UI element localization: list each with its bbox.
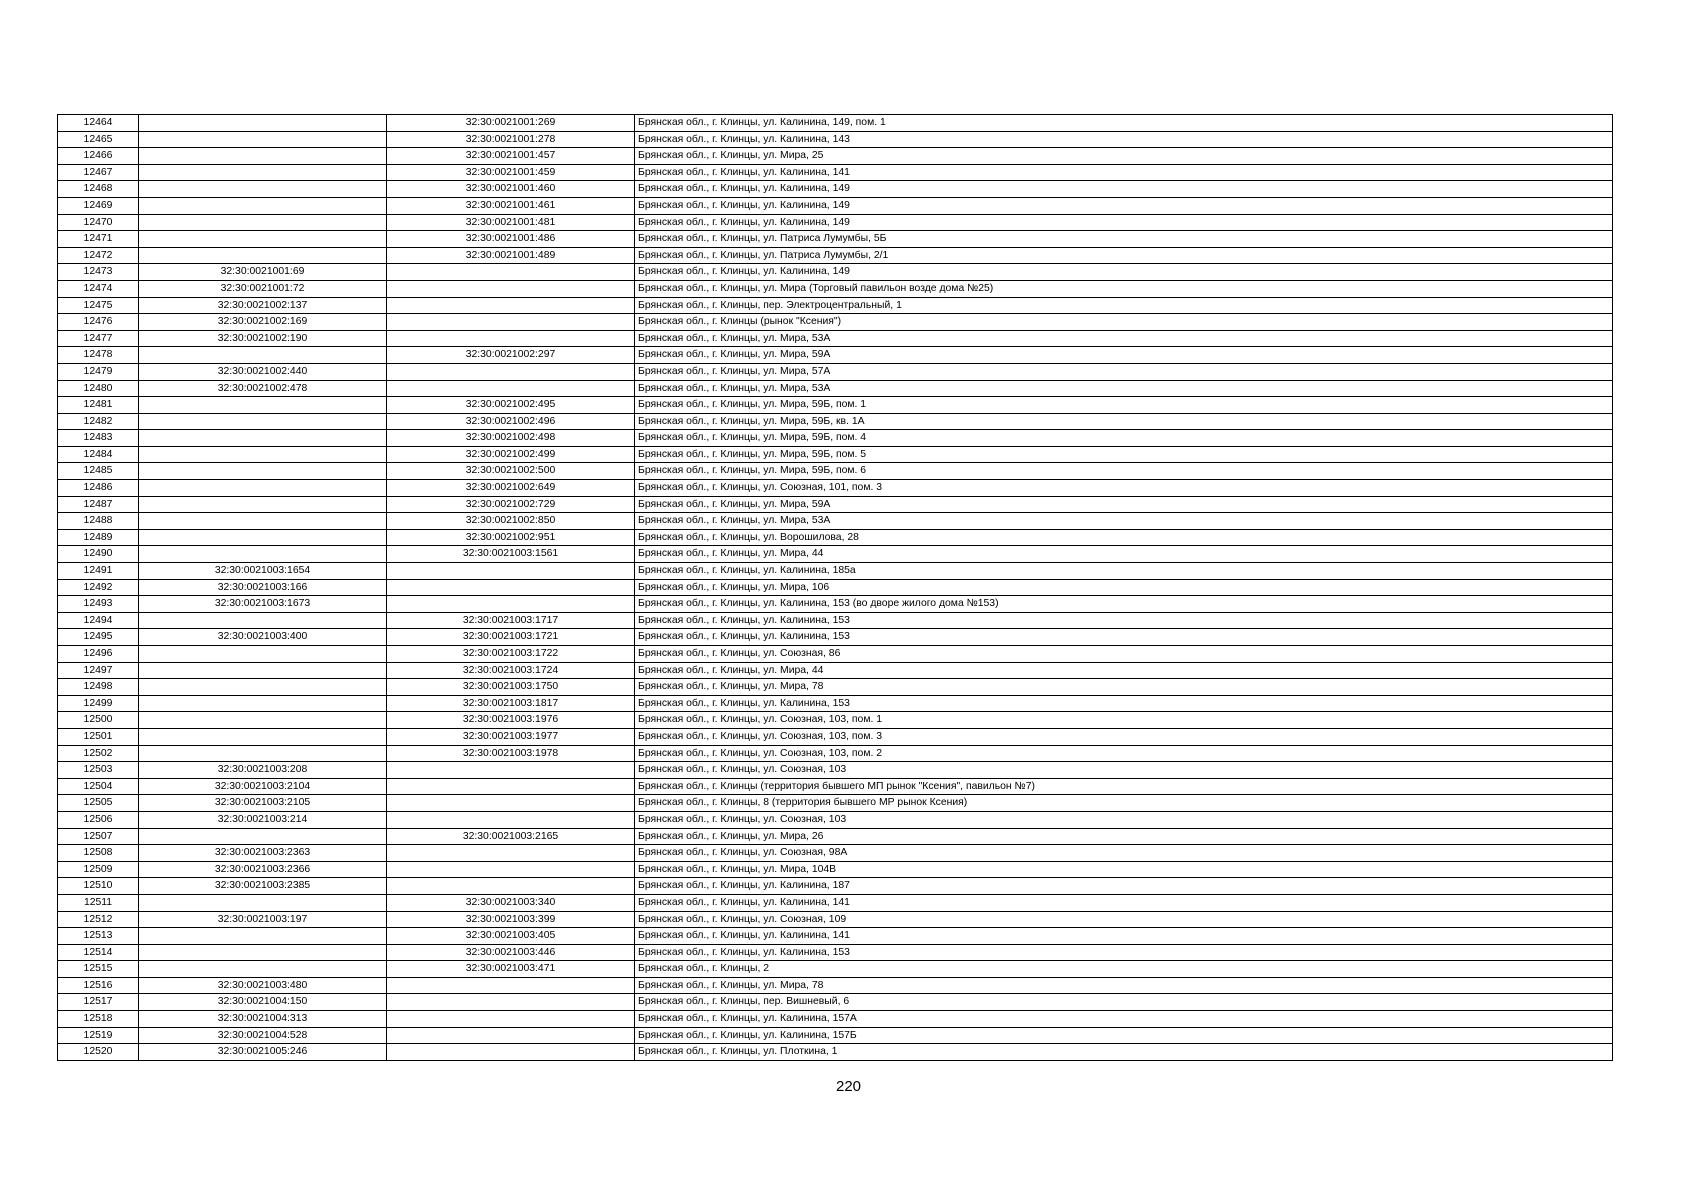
cadastral-number-land-cell — [139, 894, 387, 911]
cadastral-number-land-cell — [139, 828, 387, 845]
cadastral-number-building-cell: 32:30:0021003:2165 — [387, 828, 635, 845]
row-number-cell: 12495 — [58, 629, 139, 646]
row-number-cell: 12514 — [58, 944, 139, 961]
cadastral-number-land-cell: 32:30:0021003:400 — [139, 629, 387, 646]
row-number-cell: 12480 — [58, 380, 139, 397]
cadastral-number-building-cell — [387, 1027, 635, 1044]
table-row — [58, 446, 1613, 463]
cadastral-number-land-cell — [139, 961, 387, 978]
cadastral-number-land-cell: 32:30:0021005:246 — [139, 1044, 387, 1061]
cadastral-number-land-cell — [139, 463, 387, 480]
row-number-cell: 12479 — [58, 363, 139, 380]
address-cell: Брянская обл., г. Клинцы, ул. Мира, 104В — [635, 861, 1613, 878]
row-number-cell: 12512 — [58, 911, 139, 928]
cadastral-number-building-cell — [387, 596, 635, 613]
cadastral-number-building-cell: 32:30:0021003:1977 — [387, 728, 635, 745]
address-cell: Брянская обл., г. Клинцы, 8 (территория бывшего МР рынок Ксения) — [635, 795, 1613, 812]
cadastral-number-building-cell: 32:30:0021003:1721 — [387, 629, 635, 646]
address-cell: Брянская обл., г. Клинцы, ул. Мира, 78 — [635, 977, 1613, 994]
cadastral-number-building-cell: 32:30:0021003:1976 — [387, 712, 635, 729]
table-row — [58, 1044, 1613, 1061]
cadastral-number-building-cell: 32:30:0021002:495 — [387, 397, 635, 414]
address-cell: Брянская обл., г. Клинцы (рынок "Ксения") — [635, 314, 1613, 331]
table-row — [58, 778, 1613, 795]
cadastral-number-building-cell: 32:30:0021001:269 — [387, 115, 635, 132]
address-cell: Брянская обл., г. Клинцы, ул. Калинина, 185а — [635, 563, 1613, 580]
cadastral-number-land-cell: 32:30:0021003:2105 — [139, 795, 387, 812]
cadastral-number-building-cell — [387, 264, 635, 281]
address-cell: Брянская обл., г. Клинцы, ул. Калинина, 141 — [635, 164, 1613, 181]
table-row — [58, 430, 1613, 447]
cadastral-number-building-cell: 32:30:0021001:457 — [387, 148, 635, 165]
cadastral-number-land-cell — [139, 131, 387, 148]
address-cell: Брянская обл., г. Клинцы, ул. Калинина, 157Б — [635, 1027, 1613, 1044]
cadastral-number-land-cell — [139, 397, 387, 414]
table-row — [58, 712, 1613, 729]
row-number-cell: 12508 — [58, 845, 139, 862]
cadastral-number-land-cell: 32:30:0021003:2104 — [139, 778, 387, 795]
row-number-cell: 12490 — [58, 546, 139, 563]
cadastral-number-building-cell: 32:30:0021003:471 — [387, 961, 635, 978]
cadastral-number-land-cell: 32:30:0021004:528 — [139, 1027, 387, 1044]
address-cell: Брянская обл., г. Клинцы, ул. Калинина, 141 — [635, 928, 1613, 945]
cadastral-number-land-cell — [139, 662, 387, 679]
table-row — [58, 612, 1613, 629]
cadastral-number-land-cell — [139, 944, 387, 961]
cadastral-number-building-cell — [387, 778, 635, 795]
row-number-cell: 12477 — [58, 330, 139, 347]
row-number-cell: 12511 — [58, 894, 139, 911]
cadastral-number-building-cell: 32:30:0021003:1817 — [387, 695, 635, 712]
cadastral-number-building-cell — [387, 795, 635, 812]
table-row — [58, 629, 1613, 646]
address-cell: Брянская обл., г. Клинцы, ул. Мира, 59Б, пом. 1 — [635, 397, 1613, 414]
cadastral-number-building-cell: 32:30:0021001:481 — [387, 214, 635, 231]
table-row — [58, 413, 1613, 430]
cadastral-number-building-cell — [387, 297, 635, 314]
address-cell: Брянская обл., г. Клинцы, ул. Мира, 44 — [635, 662, 1613, 679]
table-row — [58, 745, 1613, 762]
cadastral-number-building-cell: 32:30:0021003:399 — [387, 911, 635, 928]
address-cell: Брянская обл., г. Клинцы, ул. Союзная, 103 — [635, 811, 1613, 828]
address-cell: Брянская обл., г. Клинцы, ул. Калинина, 149 — [635, 214, 1613, 231]
row-number-cell: 12494 — [58, 612, 139, 629]
row-number-cell: 12467 — [58, 164, 139, 181]
row-number-cell: 12484 — [58, 446, 139, 463]
cadastral-number-building-cell: 32:30:0021001:461 — [387, 197, 635, 214]
row-number-cell: 12502 — [58, 745, 139, 762]
table-row — [58, 181, 1613, 198]
address-cell: Брянская обл., г. Клинцы, пер. Вишневый, 6 — [635, 994, 1613, 1011]
cadastral-number-building-cell: 32:30:0021003:1717 — [387, 612, 635, 629]
cadastral-number-building-cell — [387, 1044, 635, 1061]
cadastral-number-building-cell — [387, 280, 635, 297]
table-row — [58, 762, 1613, 779]
address-cell: Брянская обл., г. Клинцы, ул. Калинина, 153 — [635, 944, 1613, 961]
cadastral-number-land-cell — [139, 197, 387, 214]
cadastral-number-building-cell: 32:30:0021002:297 — [387, 347, 635, 364]
table-row — [58, 662, 1613, 679]
address-cell: Брянская обл., г. Клинцы, ул. Союзная, 103 — [635, 762, 1613, 779]
table-row — [58, 1027, 1613, 1044]
row-number-cell: 12519 — [58, 1027, 139, 1044]
row-number-cell: 12496 — [58, 646, 139, 663]
cadastral-number-building-cell: 32:30:0021001:278 — [387, 131, 635, 148]
address-cell: Брянская обл., г. Клинцы, ул. Калинина, 187 — [635, 878, 1613, 895]
address-cell: Брянская обл., г. Клинцы, ул. Калинина, 153 — [635, 629, 1613, 646]
row-number-cell: 12475 — [58, 297, 139, 314]
cadastral-number-land-cell — [139, 928, 387, 945]
address-cell: Брянская обл., г. Клинцы, ул. Мира, 78 — [635, 679, 1613, 696]
row-number-cell: 12486 — [58, 480, 139, 497]
cadastral-number-land-cell — [139, 679, 387, 696]
address-cell: Брянская обл., г. Клинцы, ул. Мира, 57А — [635, 363, 1613, 380]
address-cell: Брянская обл., г. Клинцы, ул. Калинина, 153 — [635, 695, 1613, 712]
address-cell: Брянская обл., г. Клинцы, ул. Мира, 53А — [635, 380, 1613, 397]
row-number-cell: 12476 — [58, 314, 139, 331]
row-number-cell: 12487 — [58, 496, 139, 513]
address-cell: Брянская обл., г. Клинцы, ул. Союзная, 103, пом. 3 — [635, 728, 1613, 745]
cadastral-number-building-cell: 32:30:0021003:1724 — [387, 662, 635, 679]
address-cell: Брянская обл., г. Клинцы, ул. Патриса Лумумбы, 5Б — [635, 231, 1613, 248]
row-number-cell: 12470 — [58, 214, 139, 231]
cadastral-number-land-cell: 32:30:0021003:166 — [139, 579, 387, 596]
cadastral-number-building-cell — [387, 1011, 635, 1028]
cadastral-number-land-cell: 32:30:0021004:313 — [139, 1011, 387, 1028]
row-number-cell: 12491 — [58, 563, 139, 580]
row-number-cell: 12482 — [58, 413, 139, 430]
address-cell: Брянская обл., г. Клинцы, ул. Калинина, 157А — [635, 1011, 1613, 1028]
cadastral-number-building-cell: 32:30:0021002:850 — [387, 513, 635, 530]
row-number-cell: 12505 — [58, 795, 139, 812]
address-cell: Брянская обл., г. Клинцы, ул. Плоткина, 1 — [635, 1044, 1613, 1061]
row-number-cell: 12483 — [58, 430, 139, 447]
cadastral-number-land-cell — [139, 413, 387, 430]
row-number-cell: 12501 — [58, 728, 139, 745]
row-number-cell: 12473 — [58, 264, 139, 281]
cadastral-number-land-cell: 32:30:0021002:478 — [139, 380, 387, 397]
cadastral-number-building-cell — [387, 314, 635, 331]
address-cell: Брянская обл., г. Клинцы, ул. Ворошилова, 28 — [635, 529, 1613, 546]
row-number-cell: 12485 — [58, 463, 139, 480]
cadastral-number-land-cell — [139, 646, 387, 663]
table-row — [58, 928, 1613, 945]
cadastral-number-land-cell — [139, 480, 387, 497]
table-row — [58, 944, 1613, 961]
address-cell: Брянская обл., г. Клинцы, ул. Калинина, 149 — [635, 181, 1613, 198]
table-row — [58, 463, 1613, 480]
cadastral-number-building-cell: 32:30:0021001:460 — [387, 181, 635, 198]
cadastral-number-building-cell: 32:30:0021002:951 — [387, 529, 635, 546]
cadastral-number-building-cell: 32:30:0021003:1750 — [387, 679, 635, 696]
row-number-cell: 12468 — [58, 181, 139, 198]
row-number-cell: 12469 — [58, 197, 139, 214]
cadastral-number-land-cell: 32:30:0021003:480 — [139, 977, 387, 994]
table-row — [58, 845, 1613, 862]
cadastral-number-building-cell: 32:30:0021002:496 — [387, 413, 635, 430]
cadastral-number-building-cell — [387, 861, 635, 878]
table-row — [58, 131, 1613, 148]
address-cell: Брянская обл., г. Клинцы (территория бывшего МП рынок "Ксения", павильон №7) — [635, 778, 1613, 795]
table-row — [58, 828, 1613, 845]
cadastral-number-land-cell: 32:30:0021003:208 — [139, 762, 387, 779]
row-number-cell: 12507 — [58, 828, 139, 845]
address-cell: Брянская обл., г. Клинцы, ул. Мира, 106 — [635, 579, 1613, 596]
cadastral-number-land-cell — [139, 712, 387, 729]
address-cell: Брянская обл., г. Клинцы, ул. Союзная, 109 — [635, 911, 1613, 928]
table-row — [58, 280, 1613, 297]
cadastral-number-building-cell — [387, 330, 635, 347]
row-number-cell: 12466 — [58, 148, 139, 165]
cadastral-number-land-cell — [139, 513, 387, 530]
cadastral-number-building-cell — [387, 363, 635, 380]
cadastral-number-land-cell — [139, 430, 387, 447]
address-cell: Брянская обл., г. Клинцы, ул. Мира, 44 — [635, 546, 1613, 563]
row-number-cell: 12493 — [58, 596, 139, 613]
cadastral-number-land-cell — [139, 148, 387, 165]
row-number-cell: 12516 — [58, 977, 139, 994]
registry-table — [57, 114, 1613, 1061]
cadastral-number-land-cell — [139, 745, 387, 762]
cadastral-number-land-cell — [139, 231, 387, 248]
row-number-cell: 12504 — [58, 778, 139, 795]
address-cell: Брянская обл., г. Клинцы, ул. Калинина, 143 — [635, 131, 1613, 148]
row-number-cell: 12489 — [58, 529, 139, 546]
registry-table-body — [58, 115, 1613, 1061]
cadastral-number-building-cell: 32:30:0021001:486 — [387, 231, 635, 248]
cadastral-number-land-cell: 32:30:0021003:2363 — [139, 845, 387, 862]
cadastral-number-building-cell — [387, 845, 635, 862]
cadastral-number-land-cell — [139, 446, 387, 463]
address-cell: Брянская обл., г. Клинцы, ул. Мира, 59Б, кв. 1А — [635, 413, 1613, 430]
page-number: 220 — [835, 1078, 862, 1095]
row-number-cell: 12510 — [58, 878, 139, 895]
address-cell: Брянская обл., г. Клинцы, ул. Мира, 59Б, пом. 6 — [635, 463, 1613, 480]
cadastral-number-land-cell: 32:30:0021003:2385 — [139, 878, 387, 895]
cadastral-number-building-cell — [387, 811, 635, 828]
table-row — [58, 297, 1613, 314]
address-cell: Брянская обл., г. Клинцы, ул. Мира, 53А — [635, 513, 1613, 530]
cadastral-number-building-cell: 32:30:0021002:500 — [387, 463, 635, 480]
address-cell: Брянская обл., г. Клинцы, ул. Калинина, 149 — [635, 197, 1613, 214]
address-cell: Брянская обл., г. Клинцы, ул. Союзная, 101, пом. 3 — [635, 480, 1613, 497]
table-row — [58, 347, 1613, 364]
table-row — [58, 596, 1613, 613]
address-cell: Брянская обл., г. Клинцы, 2 — [635, 961, 1613, 978]
cadastral-number-land-cell: 32:30:0021002:169 — [139, 314, 387, 331]
cadastral-number-land-cell — [139, 612, 387, 629]
address-cell: Брянская обл., г. Клинцы, пер. Электроцентральный, 1 — [635, 297, 1613, 314]
address-cell: Брянская обл., г. Клинцы, ул. Калинина, 149, пом. 1 — [635, 115, 1613, 132]
table-row — [58, 795, 1613, 812]
table-row — [58, 563, 1613, 580]
table-row — [58, 397, 1613, 414]
row-number-cell: 12520 — [58, 1044, 139, 1061]
row-number-cell: 12513 — [58, 928, 139, 945]
cadastral-number-building-cell — [387, 878, 635, 895]
table-row — [58, 115, 1613, 132]
table-row — [58, 994, 1613, 1011]
address-cell: Брянская обл., г. Клинцы, ул. Мира, 59А — [635, 347, 1613, 364]
cadastral-number-building-cell — [387, 579, 635, 596]
address-cell: Брянская обл., г. Клинцы, ул. Союзная, 103, пом. 2 — [635, 745, 1613, 762]
row-number-cell: 12465 — [58, 131, 139, 148]
address-cell: Брянская обл., г. Клинцы, ул. Мира, 59Б, пом. 5 — [635, 446, 1613, 463]
cadastral-number-land-cell — [139, 728, 387, 745]
cadastral-number-land-cell: 32:30:0021002:137 — [139, 297, 387, 314]
address-cell: Брянская обл., г. Клинцы, ул. Калинина, 141 — [635, 894, 1613, 911]
address-cell: Брянская обл., г. Клинцы, ул. Калинина, 153 — [635, 612, 1613, 629]
cadastral-number-land-cell: 32:30:0021001:69 — [139, 264, 387, 281]
table-row — [58, 214, 1613, 231]
cadastral-number-building-cell: 32:30:0021003:405 — [387, 928, 635, 945]
address-cell: Брянская обл., г. Клинцы, ул. Мира, 59Б, пом. 4 — [635, 430, 1613, 447]
cadastral-number-building-cell: 32:30:0021002:498 — [387, 430, 635, 447]
table-row — [58, 314, 1613, 331]
cadastral-number-land-cell — [139, 546, 387, 563]
table-row — [58, 231, 1613, 248]
table-row — [58, 247, 1613, 264]
row-number-cell: 12506 — [58, 811, 139, 828]
row-number-cell: 12492 — [58, 579, 139, 596]
row-number-cell: 12500 — [58, 712, 139, 729]
cadastral-number-building-cell — [387, 994, 635, 1011]
row-number-cell: 12481 — [58, 397, 139, 414]
table-row — [58, 894, 1613, 911]
cadastral-number-land-cell: 32:30:0021003:1673 — [139, 596, 387, 613]
cadastral-number-building-cell: 32:30:0021002:729 — [387, 496, 635, 513]
cadastral-number-land-cell: 32:30:0021002:190 — [139, 330, 387, 347]
table-row — [58, 148, 1613, 165]
cadastral-number-land-cell — [139, 115, 387, 132]
cadastral-number-land-cell — [139, 347, 387, 364]
row-number-cell: 12472 — [58, 247, 139, 264]
cadastral-number-land-cell — [139, 247, 387, 264]
row-number-cell: 12474 — [58, 280, 139, 297]
cadastral-number-building-cell — [387, 762, 635, 779]
address-cell: Брянская обл., г. Клинцы, ул. Союзная, 86 — [635, 646, 1613, 663]
table-row — [58, 529, 1613, 546]
table-row — [58, 679, 1613, 696]
table-row — [58, 811, 1613, 828]
table-row — [58, 878, 1613, 895]
address-cell: Брянская обл., г. Клинцы, ул. Патриса Лумумбы, 2/1 — [635, 247, 1613, 264]
table-row — [58, 961, 1613, 978]
cadastral-number-building-cell: 32:30:0021001:489 — [387, 247, 635, 264]
table-row — [58, 197, 1613, 214]
cadastral-number-building-cell — [387, 977, 635, 994]
address-cell: Брянская обл., г. Клинцы, ул. Союзная, 98А — [635, 845, 1613, 862]
cadastral-number-building-cell — [387, 380, 635, 397]
table-row — [58, 911, 1613, 928]
address-cell: Брянская обл., г. Клинцы, ул. Мира, 59А — [635, 496, 1613, 513]
table-row — [58, 330, 1613, 347]
cadastral-number-land-cell: 32:30:0021003:1654 — [139, 563, 387, 580]
address-cell: Брянская обл., г. Клинцы, ул. Калинина, 149 — [635, 264, 1613, 281]
row-number-cell: 12471 — [58, 231, 139, 248]
cadastral-number-land-cell — [139, 164, 387, 181]
table-row — [58, 513, 1613, 530]
address-cell: Брянская обл., г. Клинцы, ул. Мира, 25 — [635, 148, 1613, 165]
row-number-cell: 12503 — [58, 762, 139, 779]
row-number-cell: 12499 — [58, 695, 139, 712]
cadastral-number-land-cell: 32:30:0021003:214 — [139, 811, 387, 828]
table-row — [58, 695, 1613, 712]
cadastral-number-building-cell: 32:30:0021001:459 — [387, 164, 635, 181]
table-row — [58, 264, 1613, 281]
cadastral-number-building-cell: 32:30:0021003:340 — [387, 894, 635, 911]
table-row — [58, 164, 1613, 181]
row-number-cell: 12509 — [58, 861, 139, 878]
table-row — [58, 363, 1613, 380]
cadastral-number-land-cell — [139, 529, 387, 546]
table-row — [58, 728, 1613, 745]
table-row — [58, 977, 1613, 994]
table-row — [58, 579, 1613, 596]
address-cell: Брянская обл., г. Клинцы, ул. Калинина, 153 (во дворе жилого дома №153) — [635, 596, 1613, 613]
table-row — [58, 496, 1613, 513]
cadastral-number-building-cell: 32:30:0021003:1978 — [387, 745, 635, 762]
row-number-cell: 12464 — [58, 115, 139, 132]
table-row — [58, 861, 1613, 878]
table-row — [58, 1011, 1613, 1028]
row-number-cell: 12498 — [58, 679, 139, 696]
cadastral-number-building-cell: 32:30:0021003:1722 — [387, 646, 635, 663]
row-number-cell: 12517 — [58, 994, 139, 1011]
table-row — [58, 480, 1613, 497]
cadastral-number-building-cell: 32:30:0021002:649 — [387, 480, 635, 497]
row-number-cell: 12478 — [58, 347, 139, 364]
cadastral-number-land-cell: 32:30:0021002:440 — [139, 363, 387, 380]
cadastral-number-building-cell: 32:30:0021002:499 — [387, 446, 635, 463]
row-number-cell: 12488 — [58, 513, 139, 530]
address-cell: Брянская обл., г. Клинцы, ул. Мира (Торговый павильон возде дома №25) — [635, 280, 1613, 297]
address-cell: Брянская обл., г. Клинцы, ул. Мира, 53А — [635, 330, 1613, 347]
row-number-cell: 12497 — [58, 662, 139, 679]
address-cell: Брянская обл., г. Клинцы, ул. Мира, 26 — [635, 828, 1613, 845]
cadastral-number-building-cell: 32:30:0021003:1561 — [387, 546, 635, 563]
table-row — [58, 646, 1613, 663]
cadastral-number-land-cell: 32:30:0021004:150 — [139, 994, 387, 1011]
table-row — [58, 380, 1613, 397]
cadastral-number-land-cell — [139, 496, 387, 513]
cadastral-number-land-cell — [139, 214, 387, 231]
cadastral-number-land-cell: 32:30:0021003:197 — [139, 911, 387, 928]
cadastral-number-land-cell — [139, 695, 387, 712]
row-number-cell: 12518 — [58, 1011, 139, 1028]
cadastral-number-building-cell: 32:30:0021003:446 — [387, 944, 635, 961]
cadastral-number-land-cell: 32:30:0021003:2366 — [139, 861, 387, 878]
cadastral-number-land-cell — [139, 181, 387, 198]
cadastral-number-land-cell: 32:30:0021001:72 — [139, 280, 387, 297]
row-number-cell: 12515 — [58, 961, 139, 978]
cadastral-number-building-cell — [387, 563, 635, 580]
table-row — [58, 546, 1613, 563]
address-cell: Брянская обл., г. Клинцы, ул. Союзная, 103, пом. 1 — [635, 712, 1613, 729]
